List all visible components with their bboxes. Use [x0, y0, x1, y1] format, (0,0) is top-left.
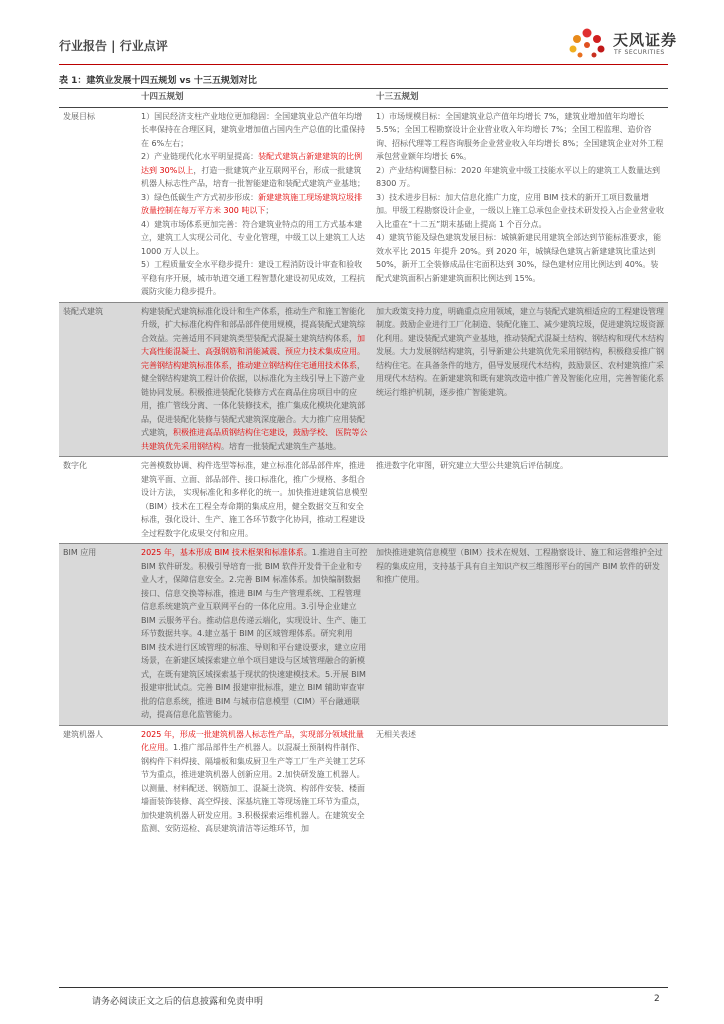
cell-13th: 无相关表述 [372, 725, 668, 839]
header-blank [59, 89, 137, 108]
footer-rule [59, 987, 668, 988]
row-label: 装配式建筑 [59, 302, 137, 457]
table-header-row [59, 89, 668, 108]
report-category: 行业报告 | 行业点评 [59, 39, 168, 53]
logo-mark-icon [567, 27, 607, 61]
cell-14th: 2025 年，基本形成 BIM 技术框架和标准体系。1.推进自主可控 BIM 软件研发。积极引导培育一批 BIM 软件开发骨干企业和专业人才，保障信息安全。2.完善 BIM 标准体系。加快编制数据接口、信息交换等标准，推进 BIM 与生产管理系统、工程管理信息系统建筑产业互联网平台的一体化应用。3.引导企业建立 BIM 云服务平台。推动信息传递云端化，实现设计、生产、施工环节数据共享。4.建立基于 BIM 的区域管理体系。研究利用 BIM 技术进行区域管理的标准、导则和平台建设要求，建立应用场景，在新建区域探索建立单个项目建设与区域管理融合的新模式，在既有建筑区域探索基于现状的快速建模技术。5.开展 BIM 报建审批试点。完善 BIM 报建审批标准，建立 BIM 辅助审查审批的信息系统，推进 BIM 与城市信息模型（CIM）平台融通联动，提高信息化监管能力。 [137, 544, 372, 726]
cell-14th: 构建装配式建筑标准化设计和生产体系，推动生产和施工智能化升级，扩大标准化构件和部品部件使用规模，提高装配式建筑综合效益。完善适用不同建筑类型装配式混凝土建筑结构体系，加大高性能混凝土、高强钢筋和消能减震、预应力技术集成应用。完善钢结构建筑标准体系，推动建立钢结构住宅通用技术体系，健全钢结构建筑工程计价依据，以标准化为主线引导上下游产业链协同发展。积极推进装配化装修方式在商品住房项目中的应用，推广管线分离、一体化装修技术，推广集成化模块化建筑部品，促进装配化装修与装配式建筑深度融合。大力推广应用装配式建筑，积极推进高品质钢结构住宅建设，鼓励学校、 医院等公共建筑优先采用钢结构。培育一批装配式建筑生产基地。 [137, 302, 372, 457]
header-rule [59, 64, 668, 65]
cell-13th: 1）市场规模目标：全国建筑业总产值年均增长 7%，建筑业增加值年均增长 5.5%；全国工程勘察设计企业营业收入年均增长 7%；全国工程监理、造价咨询、招标代理等工程咨询服务企业营业收入年均增长 8%；全国建筑企业对外工程承包营业额年均增长 6%。 2）产业结构调整目标：2020 年建筑业中级工技能水平以上的建筑工人数量达到 8300 万。 3）技术进步目标：加大信息化推广力度，应用 BIM 技术的新开工项目数量增加。甲级工程勘察设计企业，一级以上施工总承包企业技术研发投入占企业营业收入比重在“十二五”期末基础上提高 1 个百分点。 4）建筑节能及绿色建筑发展目标：城镇新建民用建筑全部达到节能标准要求，能效水平比 2015 年提升 20%。到 2020 年，城镇绿色建筑占新建建筑比重达到 50%，新开工全装修成品住宅面积达到 30%，绿色建材应用比例达到 40%。装配式建筑面积占新建建筑面积比例达到 15%。 [376, 111, 664, 283]
table-row [59, 725, 668, 839]
row-label: 数字化 [59, 457, 137, 544]
cell-14th: 2025 年，形成一批建筑机器人标志性产品，实现部分领域批量化应用。1.推广部品部件生产机器人。以混凝土预制构件制作、钢构件下料焊接、隔墙板和集成厨卫生产等工厂生产关键工艺环节为重点，推进建筑机器人创新应用。2.加快研发施工机器人。以测量、材料配送、钢筋加工、混凝土浇筑、构部件安装、楼面墙面装饰装修、高空焊接、深基坑施工等现场施工环节为重点，加快建筑机器人研发应用。3.积极探索运维机器人。在建筑安全监测、安防巡检、高层建筑清洁等运维环节，加 [137, 725, 372, 839]
cell-13th: 推进数字化审图，研究建立大型公共建筑后评估制度。 [372, 457, 668, 544]
cell-13th: 加快推进建筑信息模型（BIM）技术在规划、工程勘察设计、施工和运营维护全过程的集成应用，支持基于具有自主知识产权三维图形平台的国产 BIM 软件的研发和推广使用。 [372, 544, 668, 726]
logo-name: 天风证券 [613, 31, 678, 49]
table-title: 表 1：建筑业发展十四五规划 vs 十三五规划对比 [59, 76, 257, 86]
disclaimer-note: 请务必阅读正文之后的信息披露和免责申明 [92, 997, 264, 1007]
header-col-14th: 十四五规划 [137, 89, 372, 108]
table-row [59, 107, 668, 302]
header-col-13th: 十三五规划 [372, 89, 668, 108]
cell-14th: 1）国民经济支柱产业地位更加稳固：全国建筑业总产值年均增长率保持在合理区间，建筑业增加值占国内生产总值的比重保持在 6%左右； 2）产业链现代化水平明显提高：装配式建筑占新建建筑的比例达到 30%以上，打造一批建筑产业互联网平台，形成一批建筑机器人标志性产品，培育一批智能建造和装配式建筑产业基地； 3）绿色低碳生产方式初步形成：新建建筑施工现场建筑垃圾排放量控制在每万平方米 300 吨以下； 4）建筑市场体系更加完善：符合建筑业特点的用工方式基本建立，建筑工人实现公司化、专业化管理，中级工以上建筑工人达 1000 万人以上。 5）工程质量安全水平稳步提升：建设工程消防设计审查和验收平稳有序开展，城市轨道交通工程智慧化建设初见成效，工程抗震防灾能力稳步提升。 [141, 111, 365, 296]
table-row [59, 544, 668, 726]
row-label: 发展目标 [63, 111, 95, 121]
logo-subtitle: TF SECURITIES [614, 49, 665, 56]
comparison-table [59, 88, 668, 839]
page-number: 2 [654, 994, 660, 1004]
cell-14th: 完善模数协调、构件选型等标准，建立标准化部品部件库，推进建筑平面、立面、部品部件、接口标准化，推广少规格、多组合设计方法， 实现标准化和多样化的统一。加快推进建筑信息模型（BIM）技术在工程全寿命期的集成应用，健全数据交互和安全标准，强化设计、生产、施工各环节数字化协同，推动工程建设全过程数字化成果交付和应用。 [137, 457, 372, 544]
company-logo [567, 27, 697, 61]
row-label: 建筑机器人 [59, 725, 137, 839]
table-row [59, 457, 668, 544]
cell-13th: 加大政策支持力度，明确重点应用领域，建立与装配式建筑相适应的工程建设管理制度。鼓励企业进行工厂化制造、装配化施工、减少建筑垃圾，促进建筑垃圾资源化利用。建设装配式建筑产业基地，推动装配式混凝土结构、钢结构和现代木结构发展。大力发展钢结构建筑，引导新建公共建筑优先采用钢结构，积极稳妥推广钢结构住宅。在具备条件的地方，倡导发展现代木结构，鼓励景区、农村建筑推广采用现代木结构。在新建建筑和既有建筑改造中推广普及智能化应用，完善智能化系统运行维护机制，逐步推广智能建筑。 [372, 302, 668, 457]
row-label: BIM 应用 [59, 544, 137, 726]
table-row [59, 302, 668, 457]
